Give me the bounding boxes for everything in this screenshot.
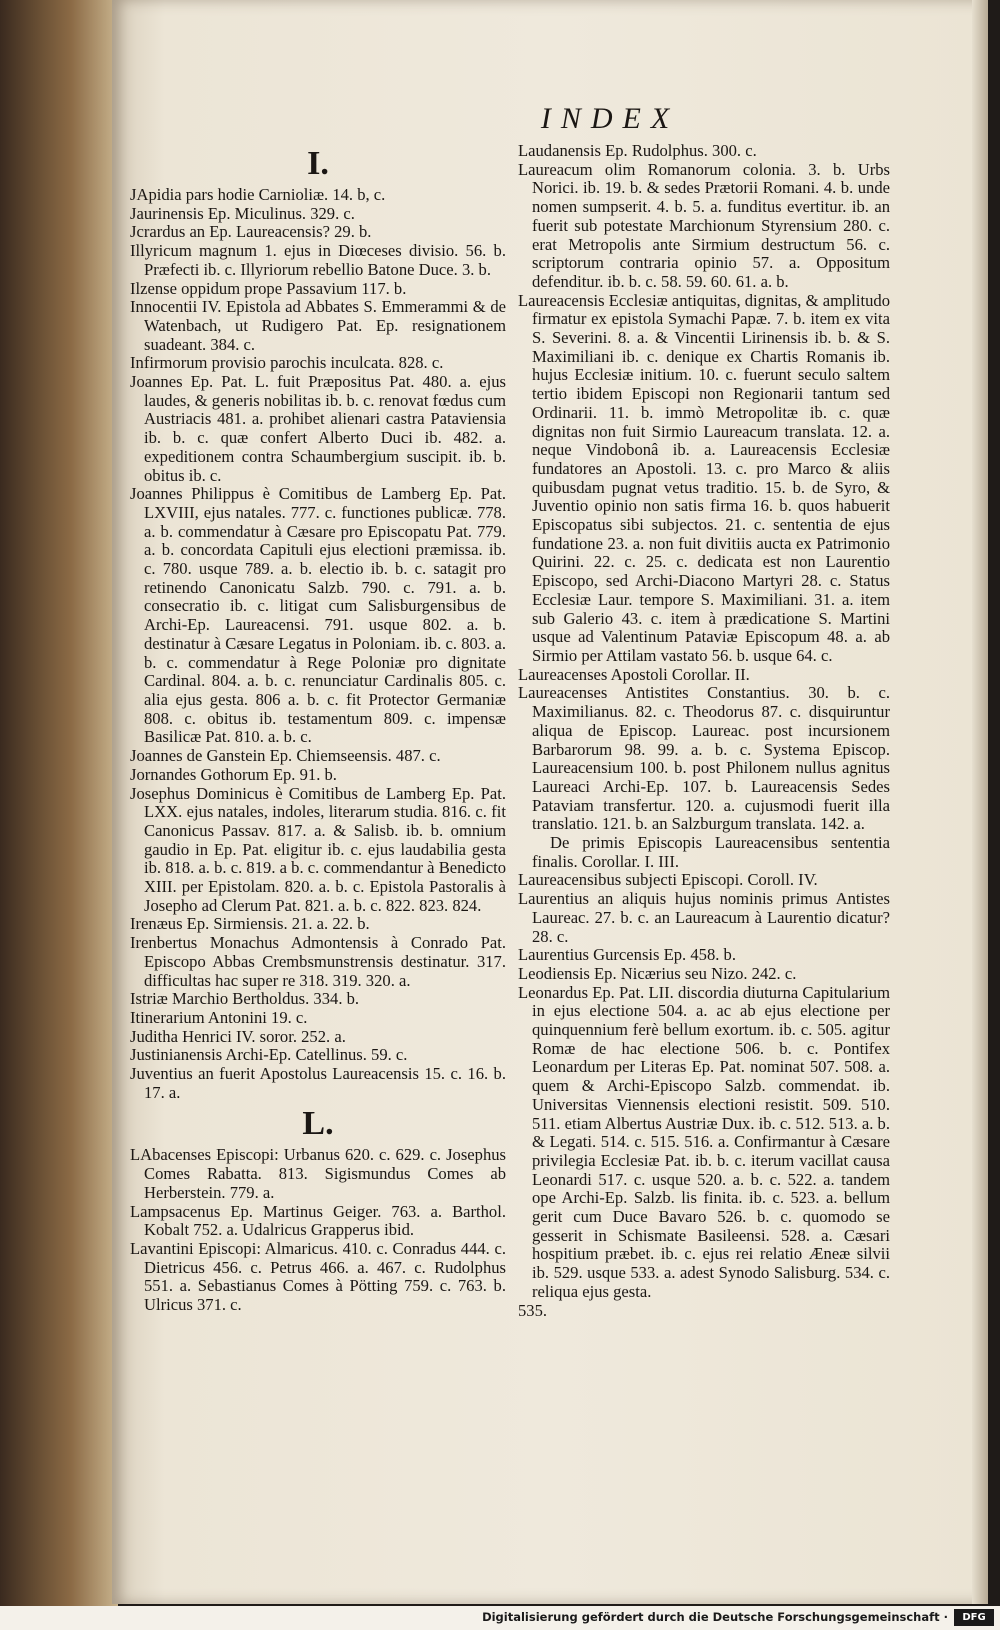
page-edge <box>972 0 988 1604</box>
index-entry: Jaurinensis Ep. Miculinus. 329. c. <box>130 203 355 223</box>
index-entry: Joannes Ep. Pat. L. fuit Præpositus Pat. 480. a. ejus laudes, & generis nobilitas ib. b. c. renovat fœdus cum Austriacis 481. a. prohibet alienari castra Pataviensia ib. b. c. quæ confert Alberto Duci ib. 482. a. expeditionem contra Schaumbergium suscipit. ib. b. obitus ib. c. <box>130 372 506 485</box>
page-title: INDEX <box>540 102 680 135</box>
index-entry: Laureacenses Apostoli Corollar. II. <box>518 664 750 684</box>
index-entry: Itinerarium Antonini 19. c. <box>130 1007 308 1027</box>
index-entry: Joannes de Ganstein Ep. Chiemseensis. 487. c. <box>130 746 441 766</box>
index-entry: Juventius an fuerit Apostolus Laureacensis 15. c. 16. b. 17. a. <box>130 1064 506 1102</box>
index-entry: Laurentius an aliquis hujus nominis primus Antistes Laureac. 27. b. c. an Laureacum à Laurentio dicatur? 28. c. <box>518 889 890 946</box>
index-entry: Lampsacenus Ep. Martinus Geiger. 763. a. Barthol. Kobalt 752. a. Udalricus Grapperus ibid. <box>130 1201 506 1240</box>
index-entry: JApidia pars hodie Carnioliæ. 14. b, c. <box>130 185 386 204</box>
index-entry: Illyricum magnum 1. ejus in Diœceses divisio. 56. b. Præfecti ib. c. Illyriorum rebellio Batone Duce. 3. b. <box>130 241 506 279</box>
index-entry: 535. <box>518 1300 548 1320</box>
index-entry: Justinianensis Archi-Ep. Catellinus. 59. c. <box>130 1045 408 1065</box>
index-entry: Lavantini Episcopi: Almaricus. 410. c. Conradus 444. c. Dietricus 456. c. Petrus 466. a. 467. c. Rudolphus 551. a. Sebastianus Comes à Pötting 759. c. 763. b. Ulricus 371. c. <box>130 1238 506 1315</box>
index-entry: Joannes Philippus è Comitibus de Lamberg Ep. Pat. LXVIII, ejus natales. 777. c. functiones publicæ. 778. a. b. commendatur à Cæsare pro Episcopatu Pat. 779. a. b. concordata Capituli ejus electioni præmissa. ib. c. 780. usque 789. a. b. electio ib. b. c. satagit pro retinendo Canonicatu Salzb. 790. c. 791. a. b. consecratio ib. c. litigat cum Salisburgensibus de Archi-Ep. Laureacensi. 791. usque 802. a. b. destinatur à Cæsare Legatus in Poloniam. ib. c. 803. a. b. c. commendatur à Rege Poloniæ pro dignitate Cardinal. 804. a. b. c. renunciatur Cardinalis 805. c. alia ejus gesta. 806 a. b. c. fit Protector Germaniæ 808. c. obitus ib. testamentum 809. c. impensæ Basilicæ Pat. 810. a. b. c. <box>130 484 506 747</box>
dfg-logo: DFG <box>954 1609 994 1626</box>
section-letter: L. <box>302 1105 334 1143</box>
index-column-left <box>130 142 506 1315</box>
index-note: De primis Episcopis Laureacensibus sententia finalis. Corollar. I. III. <box>532 833 890 871</box>
section-letter: I. <box>307 145 329 182</box>
index-entry: Jcrardus an Ep. Laureacensis? 29. b. <box>130 222 372 242</box>
book-page <box>112 0 988 1604</box>
index-entry: Jornandes Gothorum Ep. 91. b. <box>130 764 337 784</box>
index-entry: Infirmorum provisio parochis inculcata. 828. c. <box>130 353 444 373</box>
index-entry: LAbacenses Episcopi: Urbanus 620. c. 629. c. Josephus Comes Rabatta. 813. Sigismundus Comes ab Herberstein. 779. a. <box>130 1145 506 1202</box>
index-entry: Leodiensis Ep. Nicærius seu Nizo. 242. c. <box>518 963 797 983</box>
index-entry: Laureacensibus subjecti Episcopi. Coroll. IV. <box>518 870 818 890</box>
index-entry: Laureacensis Ecclesiæ antiquitas, dignitas, & amplitudo firmatur ex epistola Symachi Papæ. 7. b. item ex vita S. Severini. 8. a. & Vincentii Lirinensis ib. b. & S. Maximiliani ib. c. denique ex Chartis Romanis ib. hujus Ecclesiæ initium. 10. c. fuerunt seculo saltem tertio ibidem Episcopi non Regionarii tantum sed Ordinarii. 11. b. immò Metropolitæ ib. c. quæ dignitas non fuit Sirmio Laureacum translata. 12. a. neque Vindobonâ ib. a. Laureacensis Ecclesiæ fundatores an Apostoli. 13. c. pro Marco & aliis quibusdam pugnat vetus traditio. 15. b. de Syro, & Juventio opinio non satis firma 16. b. quos habuerit Episcopatus sibi subjectos. 21. c. sententia de ejus fundatione 23. a. non fuit divitiis aucta ex Patrimonio Quirini. 22. c. 25. c. dedicata est non Laurentio Episcopo, sed Archi-Diacono Martyri 28. c. Status Ecclesiæ Laur. tempore S. Maximiliani. 31. a. item sub Galerio 43. c. item à prædicatione S. Martini usque ad Valentinum Pataviæ Episcopum 48. a. ab Sirmio per Attilam vastato 56. b. usque 64. c. <box>518 290 890 665</box>
index-entry: Laureacum olim Romanorum colonia. 3. b. Urbs Norici. ib. 19. b. & sedes Prætorii Romani. 4. b. unde nomen sumpserit. 4. b. 5. a. funditus evertitur. ib. an fuerit sub potestate Marchionum Styrensium 280. c. erat Metropolis ante Sirmium destructum 56. c. scriptorum contraria opinio 57. a. Oppositum defenditur. ib. b. c. 58. 59. 60. 61. a. b. <box>518 159 890 291</box>
index-entry: Irenæus Ep. Sirmiensis. 21. a. 22. b. <box>130 914 370 934</box>
index-entry: Laureacenses Antistites Constantius. 30. b. c. Maximilianus. 82. c. Theodorus 87. c. disquiruntur aliqua de Episcop. Laureac. post incursionem Barbarorum 98. 99. a. b. c. Systema Episcop. Laureacensium 100. b. post Philonem nullus agnitus Laureaci Archi-Ep. 107. b. Laureacensis Sedes Pataviam transfertur. 120. a. cujusmodi fuerit illa translatio. 121. b. an Salzburgum translata. 142. a. <box>518 683 890 834</box>
index-entry: Laurentius Gurcensis Ep. 458. b. <box>518 945 736 965</box>
index-entry: Leonardus Ep. Pat. LII. discordia diuturna Capitularium in ejus electione 504. a. ac ab ejus electione per quinquennium ferè bellum exortum. ib. c. 505. agitur Romæ de hac electione 506. b. c. Pontifex Leonardum per Literas Ep. Pat. nominat 507. 508. a. quem & Archi-Episcopo Salzb. commendat. ib. Universitas Viennensis electioni resistit. 509. 510. 511. etiam Albertus Austriæ Dux. ib. c. 512. 513. a. b. & Legati. 514. c. 515. 516. a. Confirmantur à Cæsare privilegia Ecclesiæ Pat. ib. b. c. iterum vacillat causa Leonardi 517. c. usque 520. a. b. c. 522. a. tandem ope Archi-Ep. Salzb. lis finita. ib. c. 523. a. bellum gerit cum Duce Bavaro 526. b. c. quomodo se gesserit in Schismate Basileensi. 528. a. Cæsari hospitium præbet. ib. c. ejus rei relatio Æneæ silvii ib. 529. usque 533. a. adest Synodo Salisburg. 534. c. reliqua ejus gesta. <box>518 982 890 1301</box>
index-entry: Juditha Henrici IV. soror. 252. a. <box>130 1026 346 1046</box>
index-entry: Laudanensis Ep. Rudolphus. 300. c. <box>518 141 757 160</box>
index-entry: Ilzense oppidum prope Passavium 117. b. <box>130 278 407 298</box>
index-entry: Irenbertus Monachus Admontensis à Conrado Pat. Episcopo Abbas Crembsmunstrensis destinatur. 317. difficultas hac super re 318. 319. 320. a. <box>130 933 506 990</box>
book-binding <box>0 0 118 1608</box>
index-entry: Josephus Dominicus è Comitibus de Lamberg Ep. Pat. LXX. ejus natales, indoles, literarum studia. 816. c. fit Canonicus Passav. 817. a. & Salisb. ib. b. omnium gaudio in Ep. Pat. eligitur ib. c. ejus laudabilia gesta ib. 818. a. b. c. 819. a b. c. commendantur à Benedicto XIII. per Epistolam. 820. a. b. c. Epistola Pastoralis à Josepho ad Clerum Pat. 821. a. b. c. 822. 823. 824. <box>130 783 506 915</box>
index-entry: Istriæ Marchio Bertholdus. 334. b. <box>130 989 360 1009</box>
page-header <box>112 102 988 136</box>
footer-credit: Digitalisierung gefördert durch die Deutsche Forschungsgemeinschaft · <box>482 1610 948 1624</box>
index-entry: Innocentii IV. Epistola ad Abbates S. Emmerammi & de Watenbach, ut Rudigero Pat. Ep. resignationem suadeant. 384. c. <box>130 297 506 354</box>
index-column-right <box>518 142 890 1320</box>
digitization-footer <box>0 1606 1000 1630</box>
